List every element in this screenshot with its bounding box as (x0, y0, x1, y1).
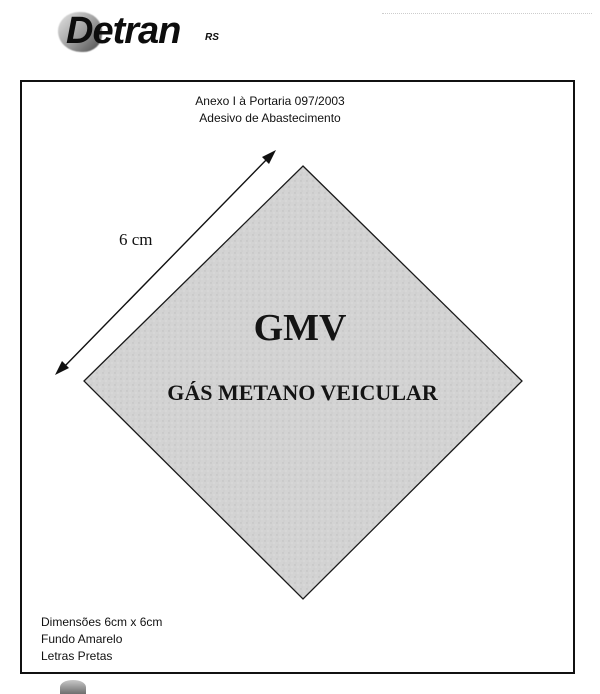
note-background: Fundo Amarelo (41, 632, 123, 646)
sticker-acronym: GMV (253, 307, 347, 349)
specification-notes (41, 614, 162, 665)
note-letters: Letras Pretas (41, 649, 113, 663)
annex-title-line1: Anexo I à Portaria 097/2003 (195, 94, 345, 108)
logo-text: Detran (66, 10, 181, 52)
logo-suffix: RS (205, 32, 219, 43)
sticker-full-name: GÁS METANO VEICULAR (167, 380, 438, 405)
dimension-label: 6 cm (119, 230, 153, 249)
footer-logo-fragment (60, 680, 86, 694)
note-dimensions: Dimensões 6cm x 6cm (41, 615, 163, 629)
annex-title-line2: Adesivo de Abastecimento (199, 111, 341, 125)
